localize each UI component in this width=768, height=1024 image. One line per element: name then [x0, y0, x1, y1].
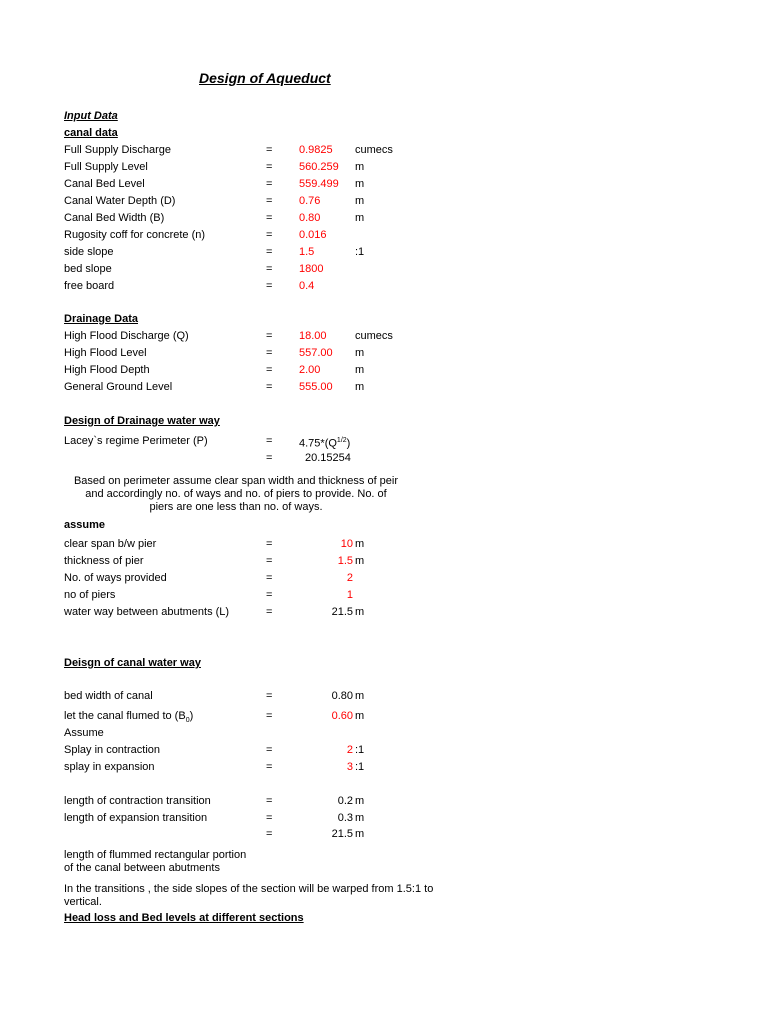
row-unit: cumecs — [355, 144, 393, 156]
row-unit: :1 — [355, 246, 365, 258]
row-value: 10 — [340, 538, 353, 550]
equals-sign: = — [266, 690, 273, 702]
row-value: 1 — [346, 589, 353, 601]
lacey-value: 20.15254 — [305, 452, 351, 464]
equals-sign: = — [266, 812, 273, 824]
canal-data-heading: canal data — [64, 127, 118, 139]
drainage-data-heading: Drainage Data — [64, 313, 138, 325]
row-value: 0.76 — [299, 195, 321, 207]
row-label: splay in expansion — [64, 761, 155, 773]
formula-close: ) — [346, 437, 351, 450]
row-label: General Ground Level — [64, 381, 173, 393]
row-unit: m — [355, 364, 365, 376]
row-value: 1.5 — [299, 246, 315, 258]
formula-exponent: 1/2 — [336, 437, 347, 444]
row-label: bed width of canal — [64, 690, 153, 702]
flummed-note-line: of the canal between abutments — [64, 862, 220, 874]
assume-label: assume — [64, 519, 105, 531]
equals-sign: = — [266, 795, 273, 807]
row-value: 21.5 — [331, 828, 353, 840]
row-unit: m — [355, 347, 365, 359]
row-value: 0.2 — [337, 795, 353, 807]
row-label: Canal Bed Width (B) — [64, 212, 165, 224]
row-value: 555.00 — [299, 381, 333, 393]
flume-close: ) — [189, 710, 194, 722]
row-unit: m — [355, 690, 365, 702]
row-unit: m — [355, 812, 365, 824]
row-value: 2 — [346, 744, 353, 756]
row-value: 0.4 — [299, 280, 315, 292]
row-value: 0.3 — [337, 812, 353, 824]
equals-sign: = — [266, 572, 273, 584]
row-unit: cumecs — [355, 330, 393, 342]
row-value: 559.499 — [299, 178, 339, 190]
drainage-waterway-heading: Design of Drainage water way — [64, 415, 220, 427]
row-label: length of expansion transition — [64, 812, 208, 824]
lacey-label: Lacey`s regime Perimeter (P) — [64, 435, 208, 447]
row-label: No. of ways provided — [64, 572, 167, 584]
row-value: 2.00 — [299, 364, 321, 376]
row-label: water way between abutments (L) — [64, 606, 230, 618]
row-label: free board — [64, 280, 115, 292]
row-value: 560.259 — [299, 161, 339, 173]
row-value: 557.00 — [299, 347, 333, 359]
equals-sign: = — [266, 589, 273, 601]
transition-note-line: In the transitions , the side slopes of the section will be warped from 1.5:1 to — [64, 883, 434, 895]
head-loss-heading: Head loss and Bed levels at different sections — [64, 912, 304, 924]
row-label: High Flood Discharge (Q) — [64, 330, 189, 342]
equals-sign: = — [266, 212, 273, 224]
equals-sign: = — [266, 330, 273, 342]
flume-text: let the canal flumed to (B — [64, 710, 186, 722]
equals-sign: = — [266, 229, 273, 241]
row-label: no of piers — [64, 589, 116, 601]
note-line: and accordingly no. of ways and no. of piers to provide. No. of — [85, 488, 387, 500]
transition-note-line: vertical. — [64, 896, 102, 908]
row-value: 1.5 — [337, 555, 353, 567]
equals-sign: = — [266, 710, 273, 722]
row-unit: m — [355, 555, 365, 567]
equals-sign: = — [266, 347, 273, 359]
row-value: 2 — [346, 572, 353, 584]
lacey-formula — [299, 434, 350, 451]
row-value: 1800 — [299, 263, 324, 275]
row-unit: :1 — [355, 744, 365, 756]
note-line: piers are one less than no. of ways. — [149, 501, 323, 513]
perimeter-note — [64, 475, 408, 514]
row-value: 0.80 — [331, 690, 353, 702]
page-title: Design of Aqueduct — [199, 70, 331, 86]
row-unit: m — [355, 795, 365, 807]
equals-sign: = — [266, 435, 273, 447]
row-label: bed slope — [64, 263, 112, 275]
row-label: clear span b/w pier — [64, 538, 157, 550]
row-label: Splay in contraction — [64, 744, 160, 756]
row-unit: m — [355, 195, 365, 207]
row-unit: m — [355, 828, 365, 840]
row-value: 0.016 — [299, 229, 327, 241]
row-label: Rugosity coff for concrete (n) — [64, 229, 206, 241]
row-label: Canal Bed Level — [64, 178, 145, 190]
equals-sign: = — [266, 195, 273, 207]
canal-waterway-heading: Deisgn of canal water way — [64, 657, 201, 669]
note-line: Based on perimeter assume clear span width and thickness of peir — [73, 475, 399, 487]
equals-sign: = — [266, 744, 273, 756]
row-unit: m — [355, 161, 365, 173]
equals-sign: = — [266, 761, 273, 773]
equals-sign: = — [266, 828, 273, 840]
flummed-note-line: length of flummed rectangular portion — [64, 849, 247, 861]
equals-sign: = — [266, 538, 273, 550]
row-unit: m — [355, 381, 365, 393]
row-unit: m — [355, 606, 365, 618]
row-value: 18.00 — [299, 330, 327, 342]
row-value: 0.80 — [299, 212, 321, 224]
row-unit: m — [355, 178, 365, 190]
equals-sign: = — [266, 381, 273, 393]
assume-label: Assume — [64, 727, 104, 739]
row-unit: :1 — [355, 761, 365, 773]
row-unit: m — [355, 710, 365, 722]
row-label: Full Supply Level — [64, 161, 148, 173]
row-label: Canal Water Depth (D) — [64, 195, 176, 207]
equals-sign: = — [266, 452, 273, 464]
row-value: 3 — [346, 761, 353, 773]
equals-sign: = — [266, 364, 273, 376]
equals-sign: = — [266, 246, 273, 258]
input-data-heading: Input Data — [64, 110, 118, 122]
row-label: Full Supply Discharge — [64, 144, 171, 156]
equals-sign: = — [266, 161, 273, 173]
row-unit: m — [355, 212, 365, 224]
row-value: 21.5 — [331, 606, 353, 618]
row-value: 0.9825 — [299, 144, 333, 156]
equals-sign: = — [266, 555, 273, 567]
row-label: High Flood Depth — [64, 364, 150, 376]
flume-subscript: 0 — [185, 717, 190, 725]
equals-sign: = — [266, 263, 273, 275]
row-label: length of contraction transition — [64, 795, 211, 807]
equals-sign: = — [266, 144, 273, 156]
row-label: side slope — [64, 246, 114, 258]
equals-sign: = — [266, 606, 273, 618]
equals-sign: = — [266, 178, 273, 190]
equals-sign: = — [266, 280, 273, 292]
row-unit: m — [355, 538, 365, 550]
row-label: thickness of pier — [64, 555, 144, 567]
row-label: High Flood Level — [64, 347, 147, 359]
formula-text: 4.75*(Q — [299, 437, 337, 450]
row-value: 0.60 — [331, 710, 353, 722]
